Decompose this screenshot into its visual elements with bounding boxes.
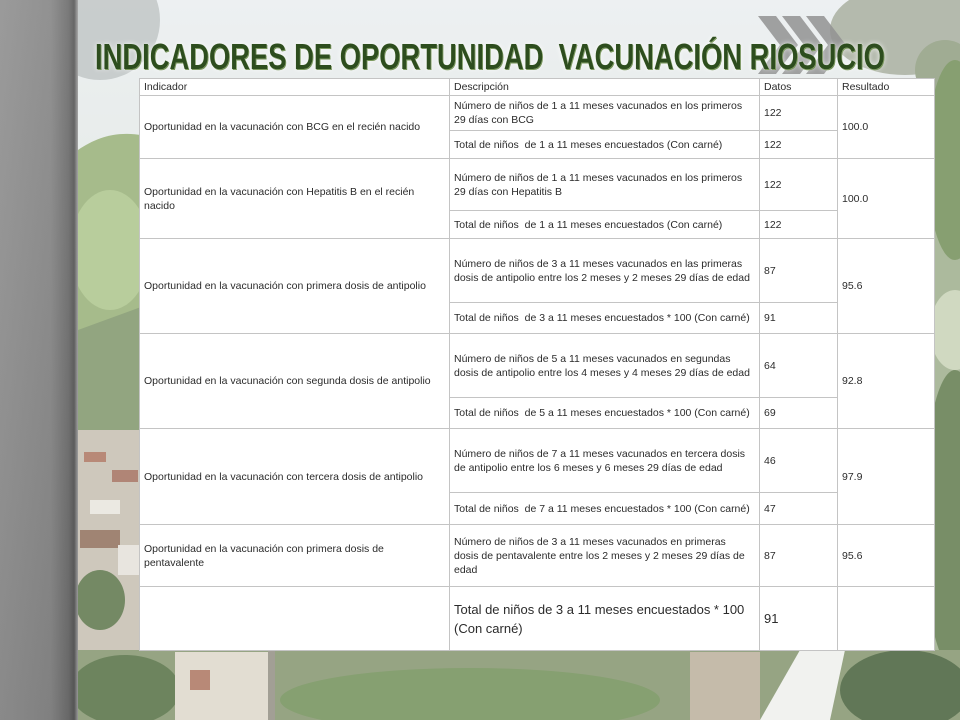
indicator-cell: Oportunidad en la vacunación con tercera dosis de antipolio [140,429,450,525]
denominator-value: 91 [760,303,838,334]
numerator-value: 122 [760,96,838,131]
numerator-description: Número de niños de 3 a 11 meses vacunados en primeras dosis de pentavalente entre los 2 meses y 2 meses 29 días de edad [450,525,760,587]
result-cell: 92.8 [838,334,935,429]
denominator-description: Total de niños de 1 a 11 meses encuestados (Con carné) [450,211,760,239]
indicators-table [139,78,935,651]
header-description: Descripción [450,79,760,96]
denominator-description: Total de niños de 1 a 11 meses encuestados (Con carné) [450,131,760,159]
numerator-description: Número de niños de 1 a 11 meses vacunados en los primeros 29 días con Hepatitis B [450,159,760,211]
numerator-description: Número de niños de 5 a 11 meses vacunados en segundas dosis de antipolio entre los 4 meses y 4 meses 29 días de edad [450,334,760,398]
denominator-description: Total de niños de 5 a 11 meses encuestados * 100 (Con carné) [450,398,760,429]
left-side-bar [0,0,78,720]
denominator-value: 69 [760,398,838,429]
numerator-value: 64 [760,334,838,398]
denominator-description: Total de niños de 3 a 11 meses encuestados * 100 (Con carné) [450,587,760,651]
denominator-value: 91 [760,587,838,651]
header-data: Datos [760,79,838,96]
numerator-value: 87 [760,239,838,303]
result-cell: 95.6 [838,239,935,334]
denominator-description: Total de niños de 7 a 11 meses encuestados * 100 (Con carné) [450,493,760,525]
table-row [140,239,935,303]
denominator-description: Total de niños de 3 a 11 meses encuestados * 100 (Con carné) [450,303,760,334]
numerator-description: Número de niños de 3 a 11 meses vacunados en las primeras dosis de antipolio entre los 2 meses y 2 meses 29 días de edad [450,239,760,303]
table-row [140,587,935,651]
table-row [140,96,935,131]
indicator-cell: Oportunidad en la vacunación con segunda dosis de antipolio [140,334,450,429]
result-cell: 100.0 [838,159,935,239]
table-header-row [140,79,935,96]
result-cell-empty [838,587,935,651]
result-cell: 97.9 [838,429,935,525]
result-cell: 100.0 [838,96,935,159]
slide-title: INDICADORES DE OPORTUNIDAD VACUNACIÓN RIOSUCIO [95,36,885,77]
numerator-description: Número de niños de 1 a 11 meses vacunados en los primeros 29 días con BCG [450,96,760,131]
numerator-value: 87 [760,525,838,587]
denominator-value: 122 [760,131,838,159]
numerator-description: Número de niños de 7 a 11 meses vacunados en tercera dosis de antipolio entre los 6 meses y 6 meses 29 días de edad [450,429,760,493]
table-row [140,334,935,398]
table-row [140,429,935,493]
numerator-value: 122 [760,159,838,211]
numerator-value: 46 [760,429,838,493]
header-result: Resultado [838,79,935,96]
indicator-cell: Oportunidad en la vacunación con Hepatitis B en el recién nacido [140,159,450,239]
indicator-cell-empty [140,587,450,651]
table-row [140,159,935,211]
table-row [140,525,935,587]
indicator-cell: Oportunidad en la vacunación con primera dosis de antipolio [140,239,450,334]
indicator-cell: Oportunidad en la vacunación con primera dosis de pentavalente [140,525,450,587]
header-indicator: Indicador [140,79,450,96]
indicator-cell: Oportunidad en la vacunación con BCG en el recién nacido [140,96,450,159]
denominator-value: 47 [760,493,838,525]
result-cell: 95.6 [838,525,935,587]
denominator-value: 122 [760,211,838,239]
